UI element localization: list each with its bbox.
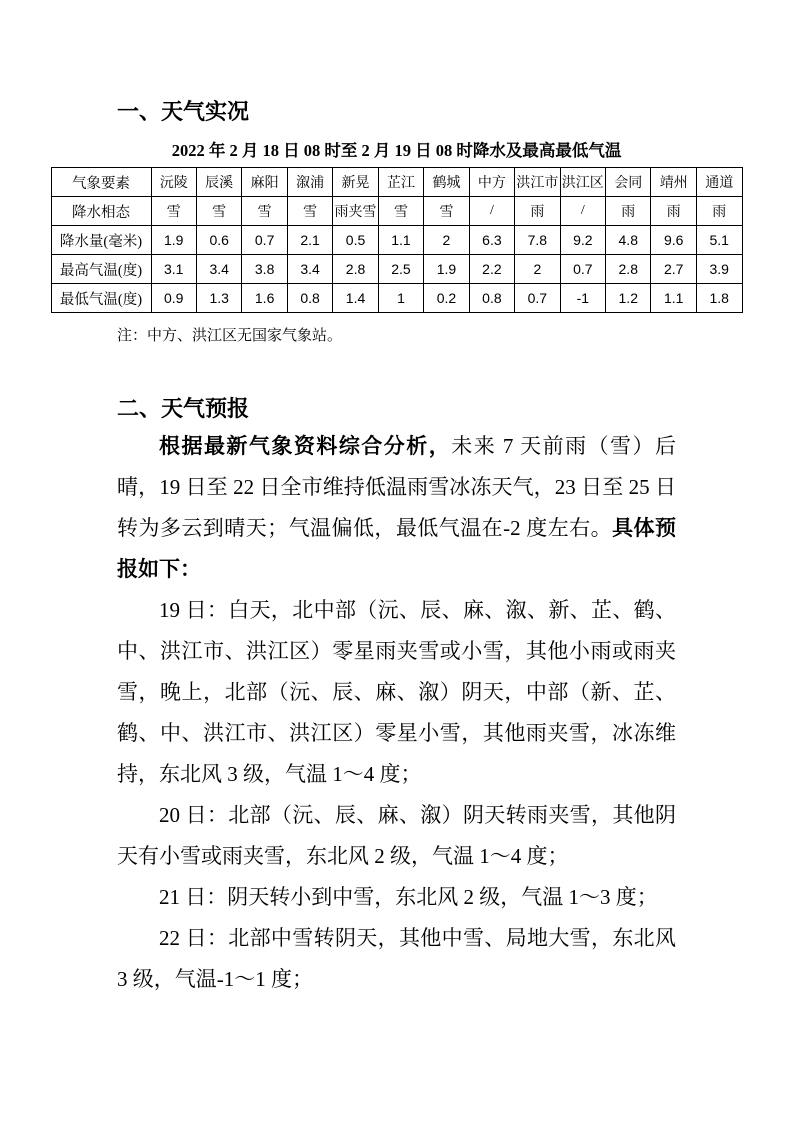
table-cell: 2.8: [333, 255, 378, 284]
table-cell: 1.1: [651, 284, 696, 313]
table-title: 2022 年 2 月 18 日 08 时至 2 月 19 日 08 时降水及最高最低气温: [171, 141, 622, 160]
table-column-header: 新晃: [333, 168, 378, 197]
table-row-label: 降水量(毫米): [51, 226, 151, 255]
table-column-header: 辰溪: [196, 168, 241, 197]
table-column-header: 通道: [696, 168, 742, 197]
table-cell: 1.4: [333, 284, 378, 313]
table-row-max-temp: [51, 255, 742, 284]
table-cell: 雪: [424, 197, 469, 226]
table-cell: 1.6: [242, 284, 287, 313]
table-cell: 4.8: [606, 226, 651, 255]
table-cell: 0.8: [287, 284, 332, 313]
table-cell: 5.1: [696, 226, 742, 255]
forecast-intro-text: 未来 7 天前雨（雪）后晴，19 日至 22 日全市维持低温雨雪冰冻天气，23 日至 25 日转为多云到晴天；气温偏低，最低气温在-2 度左右。: [117, 434, 677, 540]
forecast-intro-lead: 根据最新气象资料综合分析，: [159, 434, 452, 458]
table-cell: 雨: [651, 197, 696, 226]
table-header-row: [51, 168, 742, 197]
table-cell: -1: [560, 284, 605, 313]
table-corner-cell: 气象要素: [51, 168, 151, 197]
table-row-precip-phase: [51, 197, 742, 226]
table-cell: 2.1: [287, 226, 332, 255]
table-cell: 雪: [196, 197, 241, 226]
table-column-header: 芷江: [378, 168, 423, 197]
table-cell: 3.1: [151, 255, 196, 284]
forecast-day-21-paragraph: 21 日：阴天转小到中雪，东北风 2 级，气温 1～3 度；: [159, 885, 658, 909]
forecast-intro-tail: 具体预报如下：: [117, 516, 676, 581]
table-column-header: 鹤城: [424, 168, 469, 197]
forecast-day-19-paragraph: 19 日：白天，北中部（沅、辰、麻、溆、新、芷、鹤、中、洪江市、洪江区）零星雨夹雪或小雪，其他小雨或雨夹雪，晚上，北部（沅、辰、麻、溆）阴天，中部（新、芷、鹤、中、洪江市、洪江区）零星小雪，其他雨夹雪，冰冻维持，东北风 3 级，气温 1～4 度；: [117, 598, 676, 786]
table-cell: 9.6: [651, 226, 696, 255]
table-row-label: 最高气温(度): [51, 255, 151, 284]
table-cell: 1.1: [378, 226, 423, 255]
table-column-header: 靖州: [651, 168, 696, 197]
table-cell: 雪: [378, 197, 423, 226]
table-cell: 0.2: [424, 284, 469, 313]
table-cell: 2: [515, 255, 560, 284]
table-cell: 6.3: [469, 226, 514, 255]
table-cell: 1.2: [606, 284, 651, 313]
table-cell: 2.8: [606, 255, 651, 284]
forecast-intro-paragraph: [117, 426, 676, 590]
section-1-heading: 一、天气实况: [117, 99, 250, 124]
table-cell: 雨: [696, 197, 742, 226]
table-cell: 雨夹雪: [333, 197, 378, 226]
table-cell: 2.2: [469, 255, 514, 284]
table-cell: 7.8: [515, 226, 560, 255]
table-cell: 1.9: [151, 226, 196, 255]
table-cell: 3.4: [287, 255, 332, 284]
table-row-min-temp: [51, 284, 742, 313]
table-cell: 1: [378, 284, 423, 313]
table-row-precip-amount: [51, 226, 742, 255]
forecast-day-20-paragraph: 20 日：北部（沅、辰、麻、溆）阴天转雨夹雪，其他阴天有小雪或雨夹雪，东北风 2 级，气温 1～4 度；: [117, 803, 676, 868]
table-note: 注：中方、洪江区无国家气象站。: [117, 328, 343, 344]
table-cell: 0.7: [242, 226, 287, 255]
table-cell: 雨: [606, 197, 651, 226]
table-cell: 3.8: [242, 255, 287, 284]
table-cell: 2.7: [651, 255, 696, 284]
table-cell: /: [469, 197, 514, 226]
table-column-header: 中方: [469, 168, 514, 197]
table-cell: 0.8: [469, 284, 514, 313]
table-cell: 0.7: [560, 255, 605, 284]
table-cell: 雨: [515, 197, 560, 226]
table-cell: 0.6: [196, 226, 241, 255]
table-cell: 1.3: [196, 284, 241, 313]
table-cell: 2.5: [378, 255, 423, 284]
table-cell: 0.5: [333, 226, 378, 255]
table-cell: 0.9: [151, 284, 196, 313]
table-cell: 3.4: [196, 255, 241, 284]
table-cell: 雪: [287, 197, 332, 226]
table-column-header: 麻阳: [242, 168, 287, 197]
table-row-label: 降水相态: [51, 197, 151, 226]
forecast-body: [117, 426, 676, 1000]
table-cell: 1.8: [696, 284, 742, 313]
table-column-header: 洪江区: [560, 168, 605, 197]
table-cell: 雪: [151, 197, 196, 226]
table-cell: 1.9: [424, 255, 469, 284]
precip-temp-table: [51, 167, 743, 313]
section-2-heading: 二、天气预报: [117, 396, 250, 421]
table-cell: 9.2: [560, 226, 605, 255]
table-cell: 3.9: [696, 255, 742, 284]
table-column-header: 溆浦: [287, 168, 332, 197]
forecast-day-22-paragraph: 22 日：北部中雪转阴天，其他中雪、局地大雪，东北风 3 级，气温-1～1 度；: [117, 926, 676, 991]
table-column-header: 洪江市: [515, 168, 560, 197]
table-cell: 0.7: [515, 284, 560, 313]
table-cell: 2: [424, 226, 469, 255]
table-column-header: 沅陵: [151, 168, 196, 197]
table-row-label: 最低气温(度): [51, 284, 151, 313]
table-column-header: 会同: [606, 168, 651, 197]
table-cell: 雪: [242, 197, 287, 226]
table-cell: /: [560, 197, 605, 226]
